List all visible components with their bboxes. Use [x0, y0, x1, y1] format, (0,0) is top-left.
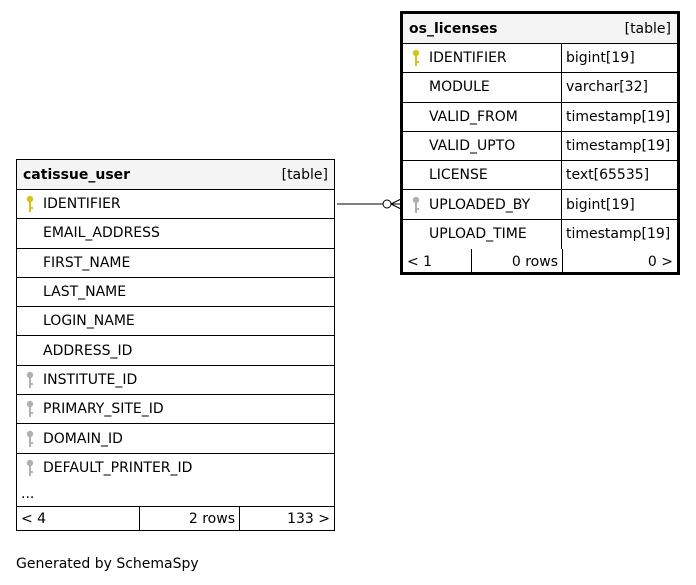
table-os-licenses[interactable]	[400, 11, 680, 275]
column-name: IDENTIFIER	[429, 50, 507, 67]
foreign-key-icon	[17, 454, 43, 483]
column-name: DOMAIN_ID	[43, 430, 123, 447]
column-row[interactable]	[403, 44, 677, 73]
column-name: MODULE	[429, 79, 490, 96]
key-placeholder	[17, 219, 43, 247]
children-link[interactable]: 0 >	[562, 249, 677, 275]
column-name: IDENTIFIER	[43, 196, 121, 213]
table-header[interactable]	[403, 14, 677, 44]
more-columns-row	[17, 483, 334, 507]
column-row[interactable]	[403, 161, 677, 190]
column-type: timestamp[19]	[561, 132, 677, 160]
key-placeholder	[403, 73, 429, 101]
column-row[interactable]	[17, 190, 334, 219]
column-name: VALID_FROM	[429, 108, 518, 125]
column-row[interactable]	[403, 132, 677, 161]
column-row[interactable]	[403, 103, 677, 132]
column-name: FIRST_NAME	[43, 254, 131, 271]
children-link[interactable]: 133 >	[239, 507, 334, 531]
column-type: text[65535]	[561, 161, 677, 189]
row-count: 0 rows	[471, 249, 562, 275]
foreign-key-icon	[17, 366, 43, 394]
column-name: ADDRESS_ID	[43, 342, 133, 359]
table-catissue-user[interactable]	[16, 159, 335, 531]
key-placeholder	[17, 249, 43, 277]
key-placeholder	[403, 220, 429, 249]
column-name: EMAIL_ADDRESS	[43, 225, 160, 242]
column-type: timestamp[19]	[561, 220, 677, 249]
column-type: bigint[19]	[561, 44, 677, 72]
primary-key-icon	[17, 190, 43, 218]
column-type: timestamp[19]	[561, 103, 677, 131]
column-row[interactable]	[17, 307, 334, 336]
key-placeholder	[403, 103, 429, 131]
table-footer	[403, 249, 677, 275]
primary-key-icon	[403, 44, 429, 72]
column-name: UPLOAD_TIME	[429, 226, 527, 243]
column-row[interactable]	[403, 190, 677, 219]
foreign-key-icon	[17, 424, 43, 452]
column-type: bigint[19]	[561, 190, 677, 218]
column-name: UPLOADED_BY	[429, 196, 531, 213]
key-placeholder	[17, 278, 43, 306]
column-name: LICENSE	[429, 167, 488, 184]
column-name: PRIMARY_SITE_ID	[43, 401, 164, 418]
column-row[interactable]	[17, 395, 334, 424]
table-kind: [table]	[624, 20, 671, 37]
row-count: 2 rows	[139, 507, 239, 531]
parents-link[interactable]: < 4	[21, 510, 47, 527]
column-name: DEFAULT_PRINTER_ID	[43, 460, 193, 477]
column-name: LOGIN_NAME	[43, 313, 135, 330]
key-placeholder	[17, 307, 43, 335]
column-row[interactable]	[17, 424, 334, 453]
generated-by-label: Generated by SchemaSpy	[16, 556, 199, 572]
column-row[interactable]	[17, 454, 334, 483]
table-name[interactable]: os_licenses	[409, 20, 498, 37]
key-placeholder	[403, 132, 429, 160]
key-placeholder	[403, 161, 429, 189]
zero-many-circle	[383, 200, 391, 208]
key-placeholder	[17, 336, 43, 364]
column-name: INSTITUTE_ID	[43, 371, 138, 388]
column-row[interactable]	[17, 249, 334, 278]
column-type: varchar[32]	[561, 73, 677, 101]
column-name: VALID_UPTO	[429, 138, 516, 155]
table-kind: [table]	[281, 166, 328, 183]
column-row[interactable]	[403, 73, 677, 102]
table-footer	[17, 507, 334, 531]
foreign-key-icon	[17, 395, 43, 423]
parents-link[interactable]: < 1	[407, 254, 433, 271]
column-row[interactable]	[17, 336, 334, 365]
more-columns: ...	[21, 486, 35, 503]
table-header[interactable]	[17, 160, 334, 190]
foreign-key-icon	[403, 190, 429, 218]
column-row[interactable]	[403, 220, 677, 249]
table-name[interactable]: catissue_user	[23, 166, 131, 183]
column-row[interactable]	[17, 366, 334, 395]
column-name: LAST_NAME	[43, 284, 127, 301]
column-row[interactable]	[17, 278, 334, 307]
column-row[interactable]	[17, 219, 334, 248]
